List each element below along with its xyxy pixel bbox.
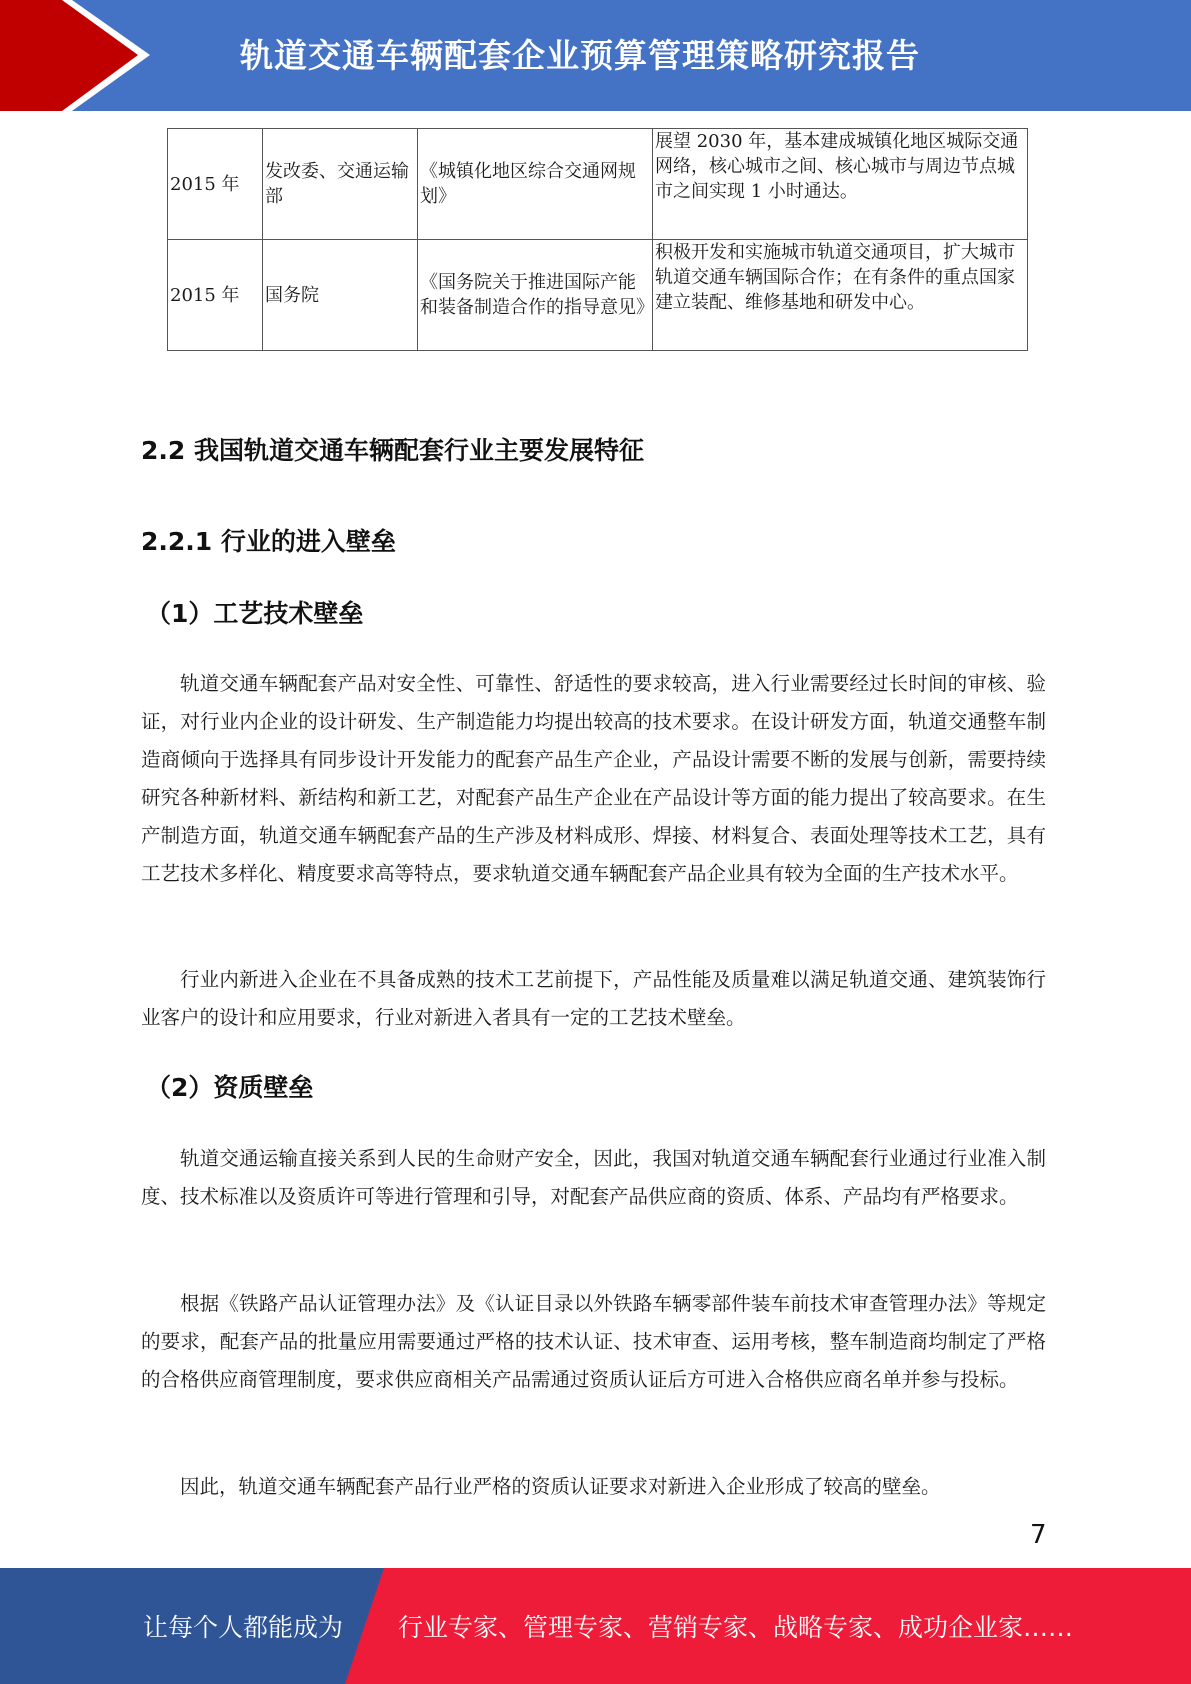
item-heading-process-technology: （1）工艺技术壁垒 xyxy=(146,599,364,628)
arrow-decoration-icon xyxy=(0,0,200,111)
paragraph: 因此，轨道交通车辆配套产品行业严格的资质认证要求对新进入企业形成了较高的壁垒。 xyxy=(180,1475,941,1498)
table-cell-issuer: 国务院 xyxy=(263,240,418,351)
subsection-heading: 2.2.1 行业的进入壁垒 xyxy=(141,527,396,556)
paragraph: 根据《铁路产品认证管理办法》及《认证目录以外铁路车辆零部件装车前技术审查管理办法》等规定的要求，配套产品的批量应用需要通过严格的技术认证、技术审查、运用考核，整车制造商均制定了严格的合格供应商管理制度，要求供应商相关产品需通过资质认证后方可进入合格供应商名单并参与投标。 xyxy=(141,1292,1046,1391)
paragraph: 行业内新进入企业在不具备成熟的技术工艺前提下，产品性能及质量难以满足轨道交通、建筑装饰行业客户的设计和应用要求，行业对新进入者具有一定的工艺技术壁垒。 xyxy=(141,968,1046,1029)
table-cell-year: 2015 年 xyxy=(168,129,263,240)
table-cell-content: 积极开发和实施城市轨道交通项目，扩大城市轨道交通车辆国际合作；在有条件的重点国家建立装配、维修基地和研发中心。 xyxy=(653,240,1028,351)
paragraph: 轨道交通运输直接关系到人民的生命财产安全，因此，我国对轨道交通车辆配套行业通过行业准入制度、技术标准以及资质许可等进行管理和引导，对配套产品供应商的资质、体系、产品均有严格要求。 xyxy=(141,1147,1046,1208)
table-cell-document: 《国务院关于推进国际产能和装备制造合作的指导意见》 xyxy=(418,240,653,351)
report-title: 轨道交通车辆配套企业预算管理策略研究报告 xyxy=(240,36,920,75)
table-cell-issuer: 发改委、交通运输部 xyxy=(263,129,418,240)
section-heading: 2.2 我国轨道交通车辆配套行业主要发展特征 xyxy=(141,436,644,465)
policy-table xyxy=(167,128,1028,351)
table-cell-content: 展望 2030 年，基本建成城镇化地区城际交通网络，核心城市之间、核心城市与周边节点城市之间实现 1 小时通达。 xyxy=(653,129,1028,240)
footer-slogan-left: 让每个人都能成为 xyxy=(143,1613,344,1642)
table-row xyxy=(168,129,1028,240)
footer-slogan-right: 行业专家、管理专家、营销专家、战略专家、成功企业家…… xyxy=(398,1613,1074,1642)
page-number: 7 xyxy=(1030,1520,1047,1550)
paragraph: 轨道交通车辆配套产品对安全性、可靠性、舒适性的要求较高，进入行业需要经过长时间的审核、验证，对行业内企业的设计研发、生产制造能力均提出较高的技术要求。在设计研发方面，轨道交通整车制造商倾向于选择具有同步设计开发能力的配套产品生产企业，产品设计需要不断的发展与创新，需要持续研究各种新材料、新结构和新工艺，对配套产品生产企业在产品设计等方面的能力提出了较高要求。在生产制造方面，轨道交通车辆配套产品的生产涉及材料成形、焊接、材料复合、表面处理等技术工艺，具有工艺技术多样化、精度要求高等特点，要求轨道交通车辆配套产品企业具有较为全面的生产技术水平。 xyxy=(141,672,1046,885)
footer-banner xyxy=(0,1568,1191,1684)
header-banner xyxy=(0,0,1191,111)
table-cell-year: 2015 年 xyxy=(168,240,263,351)
table-row xyxy=(168,240,1028,351)
table-cell-document: 《城镇化地区综合交通网规划》 xyxy=(418,129,653,240)
item-heading-qualification: （2）资质壁垒 xyxy=(146,1073,314,1102)
